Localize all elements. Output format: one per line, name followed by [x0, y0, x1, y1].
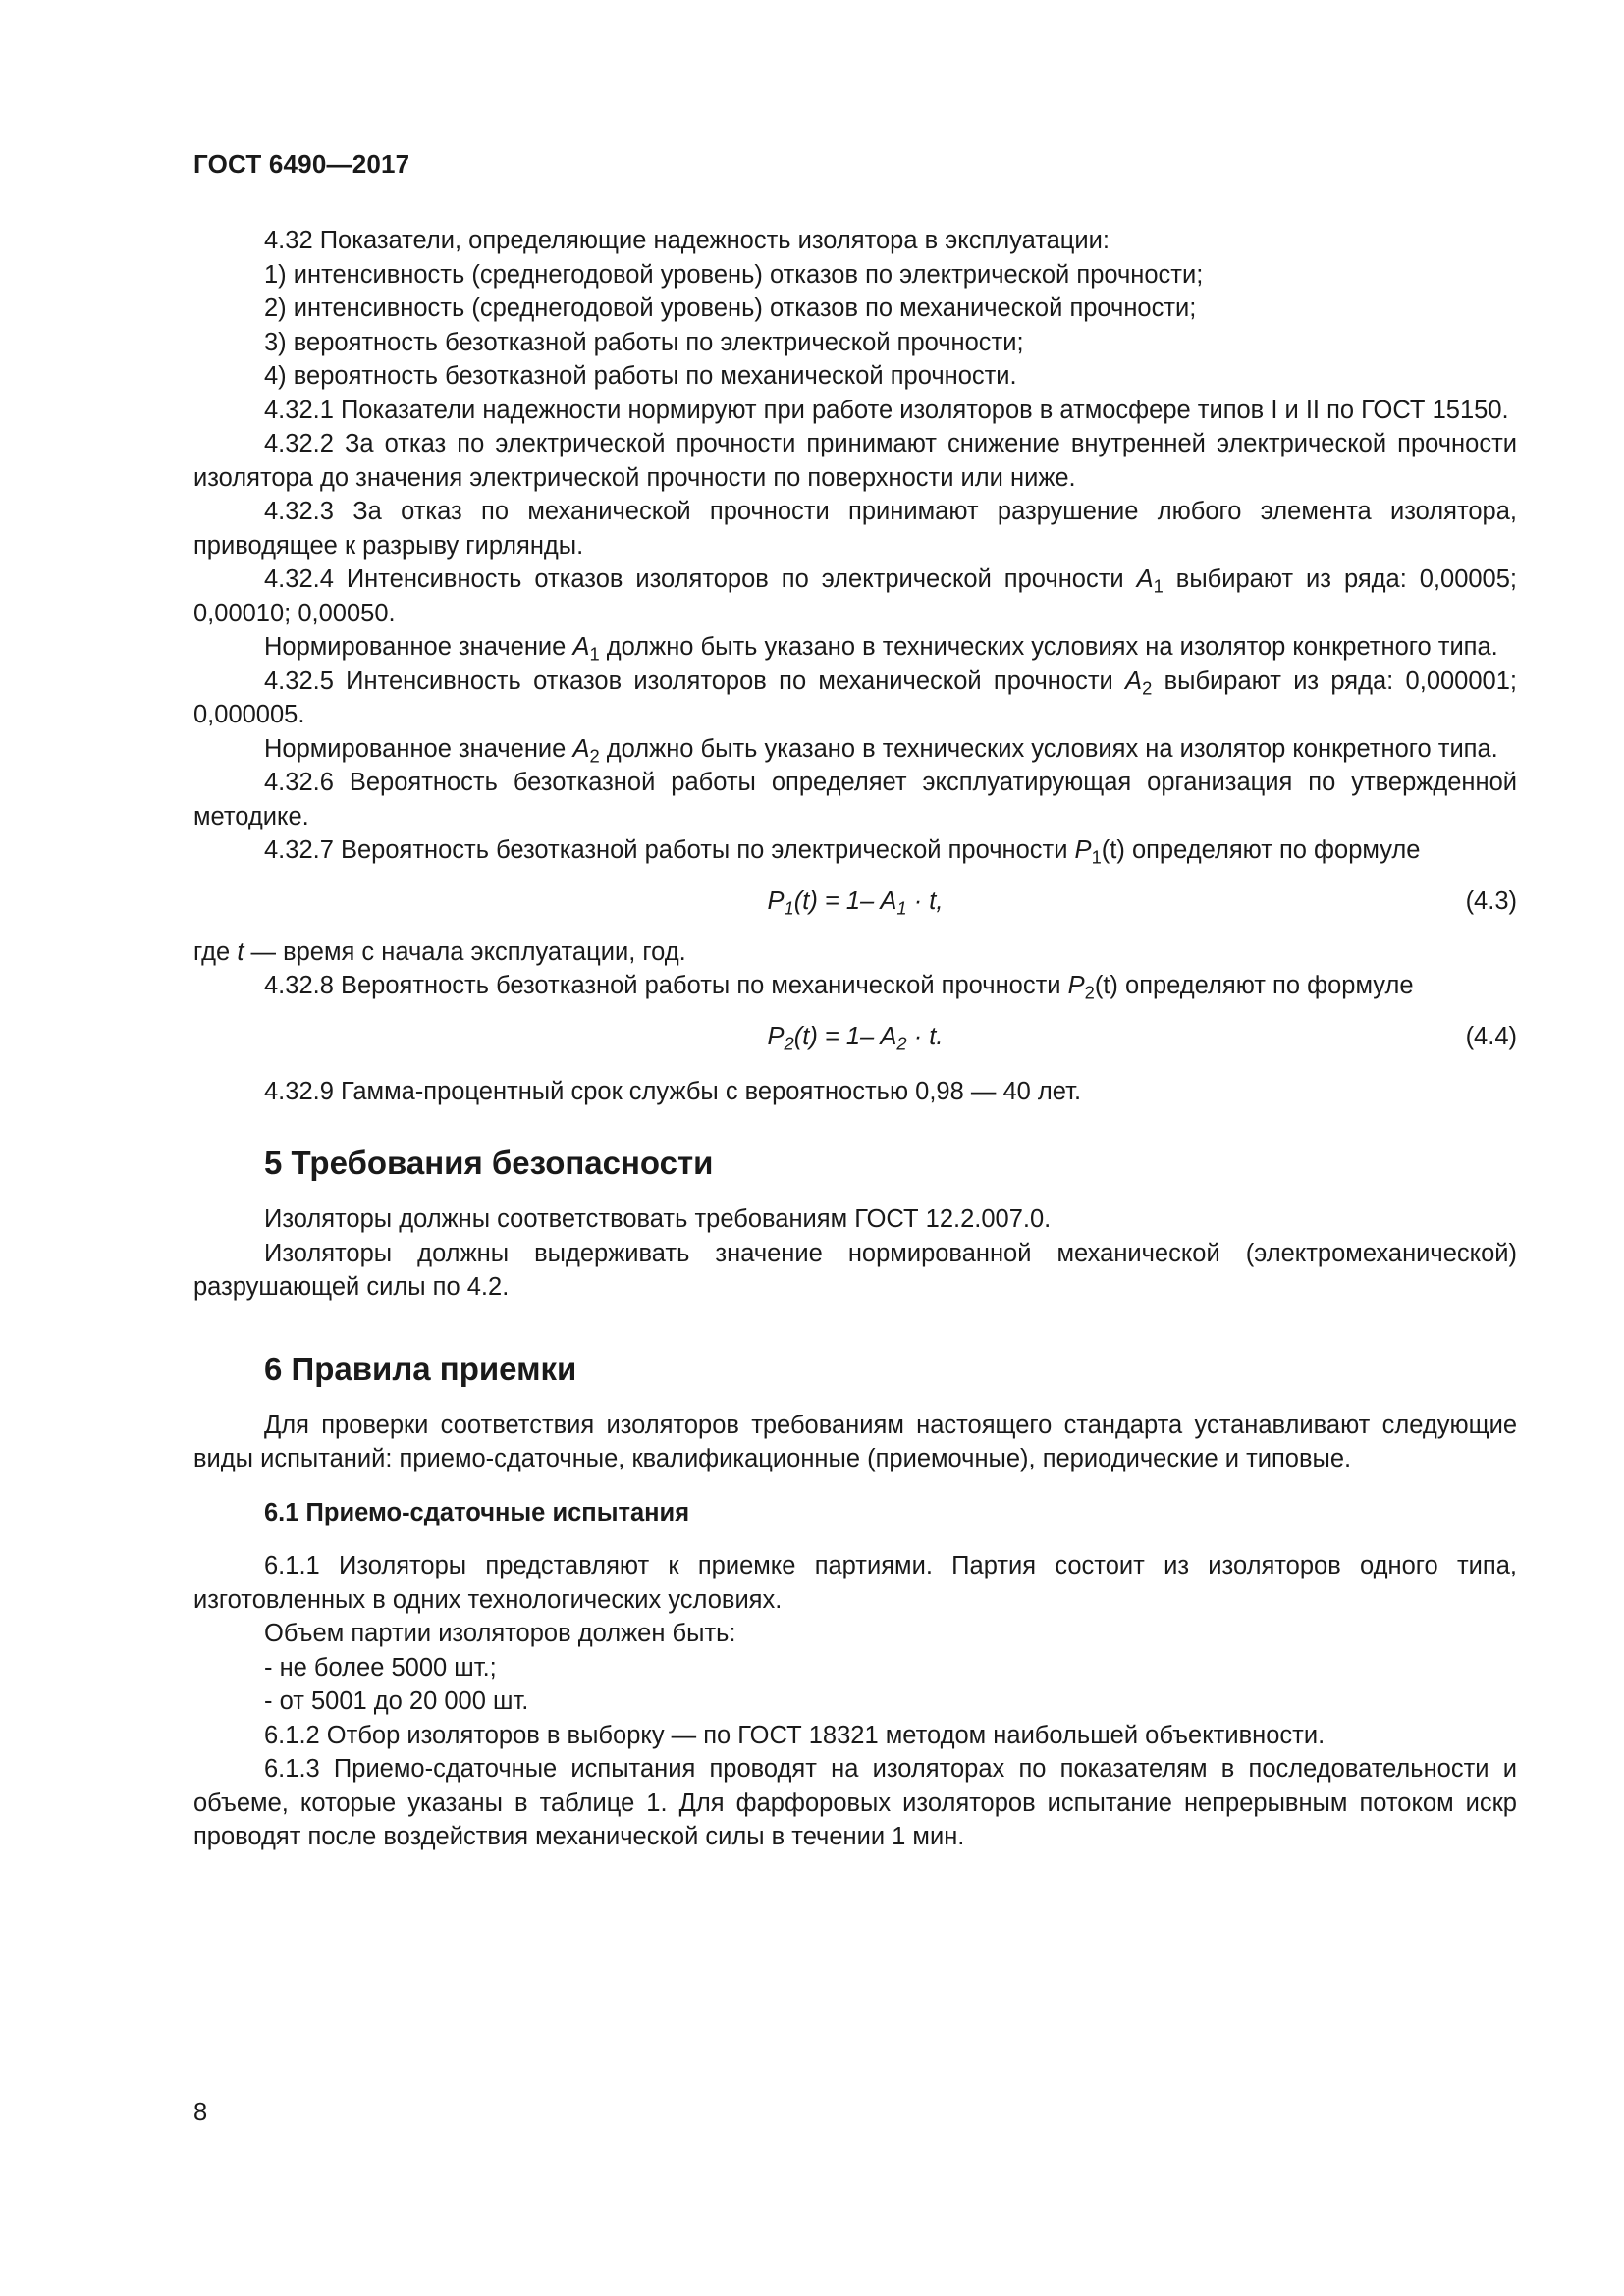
section-5-para: Изоляторы должны выдерживать значение нормированной механической (электромеханической) разрушающей силы по 4.2.: [193, 1239, 1517, 1301]
subscript: 1: [589, 643, 600, 665]
text-run: 4.32.4 Интенсивность отказов изоляторов по электрической прочности: [264, 565, 1137, 593]
text-run: Нормированное значение: [264, 633, 573, 661]
symbol-P: P: [767, 886, 785, 915]
section-6-para: Для проверки соответствия изоляторов требованиям настоящего стандарта устанавливают следующие виды испытаний: приемо-сдаточные, квалификационные (приемочные), периодические и типовые.: [193, 1411, 1517, 1472]
symbol-t: t: [237, 937, 244, 966]
formula-part: (t) = 1–: [793, 1022, 881, 1050]
formula-part: (t) = 1–: [793, 886, 881, 915]
list-item: 1) интенсивность (среднегодовой уровень) отказов по электрической прочности;: [264, 260, 1204, 289]
section-5-title: 5 Требования безопасности: [264, 1145, 714, 1181]
standard-code-header: ГОСТ 6490—2017: [193, 149, 410, 179]
clause-4-32-6: 4.32.6 Вероятность безотказной работы определяет эксплуатирующая организация по утвержденной методике.: [193, 769, 1517, 830]
symbol-A: A: [572, 734, 590, 763]
clause-4-32-7: [193, 833, 1517, 868]
subscript: 1: [1153, 575, 1164, 597]
text-run: выбирают из ряда: 0,00005; 0,00010; 0,00050.: [193, 565, 1517, 627]
subscript: 2: [1142, 677, 1153, 698]
batch-volume: Объем партии изоляторов должен быть:: [264, 1620, 736, 1647]
subscript: 1: [896, 897, 907, 918]
text-run: 4.32.8 Вероятность безотказной работы по механической прочности: [264, 972, 1068, 999]
subscript: 2: [1084, 982, 1095, 1003]
text-run: Нормированное значение: [264, 734, 573, 763]
formula-part: · t.: [906, 1022, 944, 1050]
subscript: 2: [589, 745, 600, 766]
clause-6-1-2: 6.1.2 Отбор изоляторов в выборку — по ГОСТ 18321 методом наибольшей объективности.: [264, 1721, 1326, 1749]
text-run: определяют по формуле: [1117, 972, 1414, 999]
page-number: 8: [193, 2099, 208, 2126]
text-run: должно быть указано в технических условиях на изолятор конкретного типа.: [599, 633, 1498, 661]
symbol-P: P: [1074, 836, 1092, 864]
formula-number: (4.3): [1465, 886, 1517, 915]
clause-4-32-4-note: [193, 630, 1517, 665]
clause-4-32: 4.32 Показатели, определяющие надежность изолятора в эксплуатации:: [264, 227, 1110, 254]
clause-4-32-5: [193, 665, 1517, 732]
section-6-title: 6 Правила приемки: [264, 1350, 577, 1387]
formula-4-4: [193, 1003, 1517, 1071]
clause-4-32-8: [193, 969, 1517, 1003]
argument: (t): [1101, 836, 1125, 864]
subscript: 2: [784, 1033, 794, 1053]
clause-6-1-1: 6.1.1 Изоляторы представляют к приемке партиями. Партия состоит из изоляторов одного типа, изготовленных в одних технологических условиях.: [193, 1552, 1517, 1614]
symbol-P: P: [1067, 972, 1085, 999]
subscript: 1: [1091, 846, 1102, 868]
formula-expression: [193, 884, 1517, 919]
clause-4-32-5-note: [193, 732, 1517, 767]
formula-expression: [193, 1020, 1517, 1054]
text-run: должно быть указано в технических условиях на изолятор конкретного типа.: [599, 734, 1498, 763]
list-item: 3) вероятность безотказной работы по электрической прочности;: [264, 328, 1024, 356]
list-item: - от 5001 до 20 000 шт.: [264, 1687, 529, 1715]
document-body: [193, 224, 1517, 1854]
symbol-A: A: [1136, 565, 1154, 593]
text-run: 4.32.7 Вероятность безотказной работы по электрической прочности: [264, 836, 1075, 864]
text-run: — время с начала эксплуатации, год.: [244, 937, 686, 966]
symbol-A: A: [880, 886, 897, 915]
section-5-para: Изоляторы должны соответствовать требованиям ГОСТ 12.2.007.0.: [264, 1205, 1052, 1233]
text-run: выбирают из ряда: 0,000001; 0,000005.: [193, 667, 1517, 728]
formula-part: · t,: [906, 886, 944, 915]
subsection-6-1-title: 6.1 Приемо-сдаточные испытания: [264, 1498, 690, 1526]
list-item: 4) вероятность безотказной работы по механической прочности.: [264, 362, 1017, 390]
clause-4-32-9: 4.32.9 Гамма-процентный срок службы с вероятностью 0,98 — 40 лет.: [264, 1077, 1082, 1105]
symbol-A: A: [880, 1022, 897, 1050]
subscript: 2: [896, 1033, 907, 1053]
clause-4-32-2: 4.32.2 За отказ по электрической прочности принимают снижение внутренней электрической прочности изолятора до значения электрической прочности по поверхности или ниже.: [193, 430, 1517, 492]
text-run: 4.32.5 Интенсивность отказов изоляторов по механической прочности: [264, 667, 1126, 695]
formula-4-3: [193, 868, 1517, 935]
formula-where: [193, 935, 1517, 970]
subscript: 1: [784, 897, 794, 918]
symbol-P: P: [767, 1022, 785, 1050]
list-item: 2) интенсивность (среднегодовой уровень) отказов по механической прочности;: [264, 294, 1197, 322]
clause-4-32-1: 4.32.1 Показатели надежности нормируют при работе изоляторов в атмосфере типов I и II по ГОСТ 15150.: [264, 396, 1509, 424]
clause-4-32-4: [193, 562, 1517, 630]
text-run: определяют по формуле: [1124, 836, 1421, 864]
symbol-A: A: [1125, 667, 1143, 695]
clause-4-32-3: 4.32.3 За отказ по механической прочности принимают разрушение любого элемента изолятора, приводящее к разрыву гирлянды.: [193, 498, 1517, 560]
symbol-A: A: [572, 633, 590, 661]
clause-6-1-3: 6.1.3 Приемо-сдаточные испытания проводят на изоляторах по показателям в последовательности и объеме, которые указаны в таблице 1. Для фарфоровых изоляторов испытание непрерывным потоком искр проводят после воздействия механической силы в течении 1 мин.: [193, 1755, 1517, 1850]
text-run: где: [193, 937, 238, 966]
argument: (t): [1094, 972, 1118, 999]
list-item: - не более 5000 шт.;: [264, 1653, 497, 1682]
formula-number: (4.4): [1465, 1022, 1517, 1050]
